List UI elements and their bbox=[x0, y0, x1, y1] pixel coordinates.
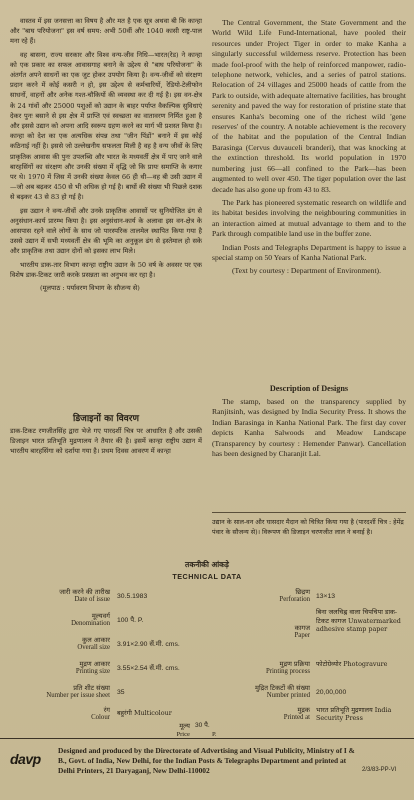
price-value: 30 पै. bbox=[195, 722, 210, 729]
hindi-desc-title: डिजाइनों का विवरण bbox=[73, 414, 139, 424]
davp-logo: davp bbox=[10, 751, 41, 767]
hindi-credit: (मूलपाठ : पर्यावरण विभाग के सौजन्य से) bbox=[40, 284, 140, 293]
footer-divider bbox=[0, 738, 414, 739]
hindi-desc-continued: उद्यान के साल-वन और घासदार मैदान को चित्रित किया गया है (पारदर्शी चित्र : हेमेंद्र पंवार के सौजन्य से)। विरूपण की डिजाइन चरणजीत लाल ने बनाई है। bbox=[212, 518, 404, 536]
value: 3.55×2.54 सें.मी. cms. bbox=[117, 665, 180, 672]
footer-credit-text: Designed and produced by the Directorate of Advertising and Visual Publicity, Ministry of I & B., Govt. of India, New Delhi, for the Indian Posts & Telegraphs Department and printed at Delhi Printers, 21 Daryaganj, New Delhi-110002 bbox=[58, 746, 355, 776]
label-hindi: कागज bbox=[294, 624, 310, 632]
label-english: Number per issue sheet bbox=[46, 692, 110, 699]
english-text-column bbox=[212, 18, 406, 280]
technical-data-title-hindi: तकनीकी आंकड़े bbox=[185, 560, 229, 569]
label-english: Printing size bbox=[75, 668, 110, 675]
value: 3.91×2.90 सें.मी. cms. bbox=[117, 641, 180, 648]
english-desc-text bbox=[212, 397, 406, 459]
hindi-paragraph: वह बासना, राज्य सरकार और विश्व वन्य-जीव निधि—भारत(रेड) ने कान्हा को एक प्रकार का सफल आवासगाह बनाने के उद्देश्य से "बाघ परियोजना" के अंतर्गत अपने साधनों का एक जुट होकर उपयोग किया है। वन्य-जीवों को संरक्षण प्रदान करने में कोई कसरी न हो, इस उद्देश्य से कर्मचारियों, रेडियो-टेलीफोन साधनों, वाहनों और अनेक गश्त-चौकियों की व्यवस्था कर दी गई है। इस वन-क्षेत्र के 24 गांवों और 25000 पशुओं को उद्यान के बाहर पर्याप्त वैकल्पिक सुविधाएं देकर पुनः बसाने से इस क्षेत्र में प्राप्ति एवं स्वच्छता का वातावरण निर्मित हुआ है और इससे उद्यान को अपना आदि स्वरूप ग्रहण करने का मार्ग भी प्रशस्त किया है। कान्हा को देश का एक अत्यधिक संपन्न तथा "जीन पिंडों" बनाने में इस कोई कठिनाई नहीं है। इससे जो उल्लेखनीय सफलता मिली है वह है वन्य जीवों के लिए प्राकृतिक आवास की पुनः उपलब्धि और भारत के मध्यवर्ती क्षेत्र में पाए जाने वाले बारहसिंगों का संरक्षण और उनकी संख्या में वृद्धि जो कि प्रायः समाप्ति के कगार पर थे। 1970 में जिस में उनकी संख्या केवल 66 ही थी—वह बी उसी उद्यान में—जो अब बढ़कर 450 से भी अधिक हो गई है। बाघों की संख्या भी पिछले दशक से बढ़कर 43 से 83 हो गई है। bbox=[10, 50, 202, 202]
label-hindi: मूल्यवर्ग bbox=[91, 612, 110, 620]
label-english: Perforation bbox=[279, 596, 310, 603]
label-english: Paper bbox=[294, 632, 310, 639]
hindi-paragraph: वास्तव में इस जनसत्ता का विषय है और मत है एक सूत्र अथवा बी कि कान्हा और "बाघ परियोजना" इस वर्ष समय: अभी 50वीं और 1040 कासी राष्ट्र-पाल मना रहे हैं। bbox=[10, 17, 202, 46]
label-hindi: छिद्रण bbox=[295, 588, 310, 596]
hindi-text-column bbox=[10, 16, 202, 296]
value: फोटोग्रेव्योर Photogravure bbox=[316, 660, 388, 668]
label-english: Denomination bbox=[71, 620, 110, 627]
value: 13×13 bbox=[316, 593, 336, 600]
value: 35 bbox=[117, 689, 125, 696]
english-paragraph: Indian Posts and Telegraphs Department is happy to issue a special stamp on 50 Years of Kanha National Park. bbox=[212, 242, 406, 262]
english-paragraph: The Park has pioneered systematic research on wildlife and its habitat besides involving the neighbouring communities in an interaction aimed at mutual advantage to them and to the Park through compatible land use in the buffer zone. bbox=[212, 197, 406, 239]
label-english: Printing process bbox=[266, 668, 310, 675]
price-unit: P. bbox=[212, 731, 217, 738]
label-hindi: जारी करने की तारीख bbox=[59, 588, 110, 596]
english-credit: (Text by courtesy : Department of Environment). bbox=[232, 266, 381, 276]
value: 100 पै. P. bbox=[117, 617, 144, 624]
value: भारत प्रतिभूति मुद्रणालय India Security Press bbox=[316, 706, 392, 722]
price-label-hindi: मूल्य bbox=[179, 722, 190, 730]
price-label: Price bbox=[176, 731, 190, 738]
label-hindi: मुद्रण प्रक्रिया bbox=[279, 660, 310, 668]
value: 30.5.1983 bbox=[117, 593, 148, 600]
technical-data-title: TECHNICAL DATA bbox=[172, 572, 242, 581]
hindi-desc-text: डाक-टिकट रणजीतसिंह द्वारा भेजे गए पारदर्शी चित्र पर आधारित है और उसकी डिजाइन भारत प्रतिभूति मुद्रणालय ने तैयार की है। इसमें कान्हा राष्ट्रीय उद्यान में भारतीय बारहसिंगा को दर्शाया गया है। प्रथम दिवस आवरण में कान्हा bbox=[10, 427, 202, 456]
english-desc-paragraph: The stamp, based on the transparency supplied by Ranjitsinh, was designed by India Security Press. It shows the Indian Barasinga in Kanha National Park. The first day cover depicts Kanha Salwoods and Meadow Landscape (Transparency by courtesy : Hemender Panwar). Cancellation has been designed by Charanjit Lal. bbox=[212, 397, 406, 459]
value: बहुरंगी Multicolour bbox=[117, 709, 172, 717]
label-english: Overall size bbox=[77, 644, 110, 651]
hindi-paragraph: भारतीय डाक-तार विभाग कान्हा राष्ट्रीय उद्यान के 50 वर्ष के अवसर पर एक विशेष डाक-टिकट जारी करके प्रसन्नता का अनुभव कर रहा है। bbox=[10, 260, 202, 279]
label-hindi: मुद्रण आकार bbox=[79, 660, 110, 668]
label-hindi: मुद्रक bbox=[297, 706, 310, 714]
label-english: Number printed bbox=[266, 692, 310, 699]
label-english: Date of issue bbox=[74, 596, 110, 603]
hindi-paragraph: इस उद्यान ने वन्य-जीवों और उनके प्राकृतिक आवासों पर सुनियोजित ढंग से अनुसंधान-कार्य प्रारम्भ किया है। इस अनुसंधान-कार्य के अलावा इस वन-क्षेत्र के आसपास रहने वाले लोगों के साथ जो पारस्परिक तालमेल स्थापित किया गया है उससे उद्यान में सभी मध्यवर्ती क्षेत्र की भूमि का अनुकूल ढंग से इस्तेमाल हो सके और प्राकृतिक तथा उद्यान दोनों को इसका लाभ मिले। bbox=[10, 206, 202, 256]
footer-code: 2/3/83-PP-VI bbox=[362, 767, 397, 773]
label-hindi: मुद्रित टिकटों की संख्या bbox=[255, 684, 310, 692]
label-english: Colour bbox=[91, 714, 110, 721]
label-hindi: प्रति शीट संख्या bbox=[73, 684, 110, 692]
value: बिना जलचिह्न वाला चिपचिपा डाक-टिकट कागज Unwatermarked adhesive stamp paper bbox=[316, 608, 401, 634]
label-english: Printed at bbox=[283, 714, 310, 721]
english-desc-title: Description of Designs bbox=[269, 384, 349, 393]
column-divider bbox=[212, 512, 406, 513]
value: 20,00,000 bbox=[316, 689, 347, 696]
label-hindi: कुल आकार bbox=[82, 636, 110, 644]
english-paragraph: The Central Government, the State Government and the World Wild Life Fund-International, have pooled their resources under Project Tiger in order to make Kanha a singularly successful wilderness reserve. Protection has been made fool-proof with the help of reinforced manpower, radio-telephone network, vehicles, and a series of patrol stations. Relocation of 24 villages and 25000 heads of cattle from the Park to outside, with adequate alternative facilities, has brought serenity and paved the way for restoration of pristine state that ensures Kanha's becoming one of the richest wild 'gene reserves' of the country. A notable achievement is the recovery of the habitat and the population of the Central Indian Barasinga (Cervus duvauceli branderi), that was knocking at the extinction threshold. Its world population in 1970 numbering just 66—all confined to the Park—has been augmented to well over 450. The tiger population over the last decade has also gone up from 43 to 83. bbox=[212, 18, 406, 194]
label-hindi: रंग bbox=[103, 706, 110, 714]
